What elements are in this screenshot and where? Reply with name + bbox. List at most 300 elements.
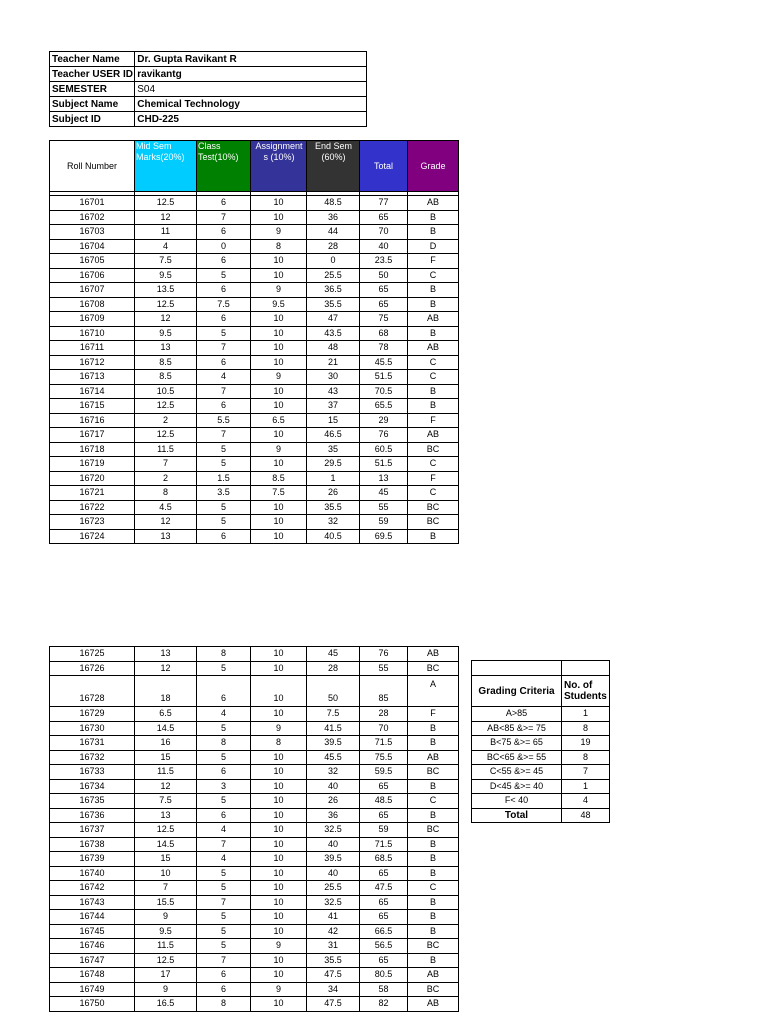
table-row: [50, 736, 459, 751]
end-sem-cell: 40: [307, 866, 360, 881]
table-row: [50, 442, 459, 457]
grade-cell: B: [408, 808, 459, 823]
table-row: [50, 953, 459, 968]
table-row: [50, 486, 459, 501]
roll-number-cell: 16719: [50, 457, 135, 472]
grade-cell: C: [408, 881, 459, 896]
total-cell: 55: [360, 500, 408, 515]
assignments-cell: 10: [251, 399, 307, 414]
mid-sem-cell: 12.5: [135, 297, 197, 312]
class-test-cell: 5: [197, 515, 251, 530]
criteria-row: [472, 750, 610, 765]
total-cell: 45: [360, 486, 408, 501]
total-header: Total: [360, 141, 408, 192]
criteria-count: 1: [562, 707, 610, 722]
class-test-cell: 8: [197, 647, 251, 662]
total-cell: 65: [360, 953, 408, 968]
grade-cell: AB: [408, 647, 459, 662]
grade-cell: B: [408, 895, 459, 910]
table-row: [50, 837, 459, 852]
class-test-cell: 5: [197, 866, 251, 881]
criteria-row: [472, 794, 610, 809]
mid-sem-cell: 12.5: [135, 823, 197, 838]
end-sem-cell: 32: [307, 515, 360, 530]
table-row: [50, 910, 459, 925]
end-sem-cell: 46.5: [307, 428, 360, 443]
teacher-info-table: [49, 51, 367, 127]
table-row: [50, 939, 459, 954]
total-cell: 56.5: [360, 939, 408, 954]
table-row: [50, 968, 459, 983]
grade-cell: AB: [408, 968, 459, 983]
roll-number-cell: 16747: [50, 953, 135, 968]
mid-sem-cell: 15: [135, 852, 197, 867]
total-cell: 45.5: [360, 355, 408, 370]
criteria-count: 8: [562, 750, 610, 765]
grade-cell: B: [408, 779, 459, 794]
grading-criteria-header: Grading Criteria: [472, 676, 562, 707]
class-test-cell: 1.5: [197, 471, 251, 486]
roll-number-cell: 16744: [50, 910, 135, 925]
end-sem-cell: 28: [307, 661, 360, 676]
assignments-cell: 10: [251, 647, 307, 662]
class-test-cell: 7.5: [197, 297, 251, 312]
grade-cell: B: [408, 399, 459, 414]
criteria-label: AB<85 &>= 75: [472, 721, 562, 736]
table-row: [50, 384, 459, 399]
table-header-row: [50, 141, 459, 192]
end-sem-cell: 39.5: [307, 852, 360, 867]
class-test-cell: 7: [197, 953, 251, 968]
info-row: [50, 82, 367, 97]
end-sem-cell: 39.5: [307, 736, 360, 751]
table-row: [50, 225, 459, 240]
grade-cell: C: [408, 794, 459, 809]
total-cell: 80.5: [360, 968, 408, 983]
roll-number-cell: 16730: [50, 721, 135, 736]
total-cell: 51.5: [360, 457, 408, 472]
end-sem-cell: 32: [307, 765, 360, 780]
grade-cell: BC: [408, 939, 459, 954]
grade-cell: AB: [408, 341, 459, 356]
total-cell: 59: [360, 515, 408, 530]
table-row: [50, 355, 459, 370]
class-test-cell: 0: [197, 239, 251, 254]
assignments-cell: 9: [251, 283, 307, 298]
table-row: [50, 895, 459, 910]
end-sem-cell: 31: [307, 939, 360, 954]
mid-sem-cell: 18: [135, 676, 197, 707]
roll-number-cell: 16701: [50, 196, 135, 211]
total-cell: 66.5: [360, 924, 408, 939]
total-cell: 65: [360, 866, 408, 881]
assignments-cell: 10: [251, 765, 307, 780]
assignments-cell: 10: [251, 881, 307, 896]
table-row: [50, 457, 459, 472]
info-value: Dr. Gupta Ravikant R: [135, 52, 367, 67]
assignments-cell: 10: [251, 428, 307, 443]
total-cell: 65: [360, 779, 408, 794]
end-sem-cell: 29.5: [307, 457, 360, 472]
table-row: [50, 676, 459, 707]
table-row: [50, 268, 459, 283]
total-cell: 60.5: [360, 442, 408, 457]
assignments-cell: 10: [251, 500, 307, 515]
total-cell: 68.5: [360, 852, 408, 867]
assignments-cell: 10: [251, 779, 307, 794]
roll-number-cell: 16704: [50, 239, 135, 254]
grades-table-top: [49, 140, 459, 544]
total-cell: 55: [360, 661, 408, 676]
end-sem-cell: 42: [307, 924, 360, 939]
end-sem-cell: 40.5: [307, 529, 360, 544]
total-cell: 69.5: [360, 529, 408, 544]
grade-cell: BC: [408, 500, 459, 515]
roll-number-cell: 16733: [50, 765, 135, 780]
table-row: [50, 661, 459, 676]
roll-number-cell: 16750: [50, 997, 135, 1012]
criteria-blank-row: [472, 661, 610, 676]
mid-sem-cell: 12.5: [135, 196, 197, 211]
mid-sem-cell: 15.5: [135, 895, 197, 910]
grade-cell: B: [408, 283, 459, 298]
roll-number-cell: 16705: [50, 254, 135, 269]
table-row: [50, 823, 459, 838]
grade-cell: BC: [408, 661, 459, 676]
total-cell: 59: [360, 823, 408, 838]
total-cell: 65: [360, 297, 408, 312]
roll-number-cell: 16702: [50, 210, 135, 225]
info-value: CHD-225: [135, 112, 367, 127]
end-sem-cell: 26: [307, 486, 360, 501]
criteria-count: 7: [562, 765, 610, 780]
info-label: Subject Name: [50, 97, 135, 112]
end-sem-cell: 48: [307, 341, 360, 356]
mid-sem-cell: 2: [135, 413, 197, 428]
assignments-cell: 10: [251, 866, 307, 881]
roll-number-cell: 16726: [50, 661, 135, 676]
end-sem-cell: 45: [307, 647, 360, 662]
end-sem-cell: 37: [307, 399, 360, 414]
info-row: [50, 112, 367, 127]
class-test-cell: 6: [197, 355, 251, 370]
criteria-row: [472, 721, 610, 736]
mid-sem-cell: 16: [135, 736, 197, 751]
criteria-label: F< 40: [472, 794, 562, 809]
mid-sem-cell: 10: [135, 866, 197, 881]
total-cell: 65: [360, 210, 408, 225]
assignments-cell: 10: [251, 515, 307, 530]
grading-criteria-table: [471, 660, 610, 823]
assignments-cell: 9: [251, 442, 307, 457]
roll-number-cell: 16714: [50, 384, 135, 399]
roll-number-cell: 16732: [50, 750, 135, 765]
criteria-count: 8: [562, 721, 610, 736]
info-row: [50, 97, 367, 112]
class-test-cell: 6: [197, 808, 251, 823]
table-row: [50, 428, 459, 443]
class-test-cell: 7: [197, 341, 251, 356]
class-test-cell: 5: [197, 750, 251, 765]
roll-number-cell: 16710: [50, 326, 135, 341]
table-row: [50, 297, 459, 312]
table-row: [50, 808, 459, 823]
class-test-cell: 5: [197, 326, 251, 341]
table-row: [50, 326, 459, 341]
end-sem-cell: 47.5: [307, 968, 360, 983]
class-test-cell: 4: [197, 370, 251, 385]
assignments-cell: 10: [251, 254, 307, 269]
grade-cell: B: [408, 866, 459, 881]
end-sem-cell: 25.5: [307, 268, 360, 283]
grade-cell: A: [408, 676, 459, 707]
end-sem-cell: 28: [307, 239, 360, 254]
class-test-header: Class Test(10%): [197, 141, 251, 192]
table-row: [50, 721, 459, 736]
assignments-cell: 10: [251, 794, 307, 809]
criteria-count: 1: [562, 779, 610, 794]
roll-number-cell: 16703: [50, 225, 135, 240]
grade-cell: BC: [408, 442, 459, 457]
mid-sem-cell: 11.5: [135, 442, 197, 457]
total-cell: 50: [360, 268, 408, 283]
roll-number-cell: 16742: [50, 881, 135, 896]
class-test-cell: 5: [197, 939, 251, 954]
assignments-cell: 9: [251, 939, 307, 954]
assignments-cell: 10: [251, 968, 307, 983]
mid-sem-cell: 9: [135, 910, 197, 925]
grade-cell: B: [408, 210, 459, 225]
class-test-cell: 6: [197, 312, 251, 327]
total-cell: 40: [360, 239, 408, 254]
assignments-cell: 7.5: [251, 486, 307, 501]
info-value: S04: [135, 82, 367, 97]
class-test-cell: 5: [197, 457, 251, 472]
total-cell: 75.5: [360, 750, 408, 765]
assignments-cell: 9: [251, 370, 307, 385]
end-sem-cell: 50: [307, 676, 360, 707]
assignments-cell: 9: [251, 225, 307, 240]
table-row: [50, 500, 459, 515]
table-row: [50, 794, 459, 809]
assignments-cell: 10: [251, 326, 307, 341]
class-test-cell: 5: [197, 721, 251, 736]
assignments-cell: 6.5: [251, 413, 307, 428]
mid-sem-cell: 7: [135, 881, 197, 896]
class-test-cell: 3.5: [197, 486, 251, 501]
mid-sem-header: Mid Sem Marks(20%): [135, 141, 197, 192]
class-test-cell: 4: [197, 823, 251, 838]
roll-number-cell: 16722: [50, 500, 135, 515]
table-row: [50, 997, 459, 1012]
end-sem-cell: 36.5: [307, 283, 360, 298]
assignments-cell: 10: [251, 312, 307, 327]
roll-number-cell: 16738: [50, 837, 135, 852]
mid-sem-cell: 11.5: [135, 765, 197, 780]
grade-cell: BC: [408, 982, 459, 997]
total-cell: 28: [360, 707, 408, 722]
roll-number-cell: 16711: [50, 341, 135, 356]
assignments-cell: 10: [251, 268, 307, 283]
roll-number-cell: 16743: [50, 895, 135, 910]
class-test-cell: 6: [197, 283, 251, 298]
class-test-cell: 5: [197, 924, 251, 939]
grade-cell: BC: [408, 515, 459, 530]
blank-cell: [562, 661, 610, 676]
grade-cell: B: [408, 297, 459, 312]
assignments-cell: 10: [251, 997, 307, 1012]
class-test-cell: 7: [197, 895, 251, 910]
table-row: [50, 779, 459, 794]
total-cell: 78: [360, 341, 408, 356]
grade-cell: B: [408, 953, 459, 968]
grade-cell: B: [408, 837, 459, 852]
class-test-cell: 8: [197, 736, 251, 751]
class-test-cell: 5: [197, 500, 251, 515]
class-test-cell: 4: [197, 707, 251, 722]
end-sem-cell: 35.5: [307, 953, 360, 968]
mid-sem-cell: 13: [135, 529, 197, 544]
assignments-cell: 10: [251, 924, 307, 939]
info-label: Teacher Name: [50, 52, 135, 67]
end-sem-cell: 40: [307, 779, 360, 794]
roll-number-cell: 16713: [50, 370, 135, 385]
mid-sem-cell: 2: [135, 471, 197, 486]
criteria-row: [472, 779, 610, 794]
roll-number-cell: 16739: [50, 852, 135, 867]
info-row: [50, 52, 367, 67]
end-sem-cell: 30: [307, 370, 360, 385]
assignments-cell: 10: [251, 750, 307, 765]
end-sem-cell: 26: [307, 794, 360, 809]
class-test-cell: 4: [197, 852, 251, 867]
roll-number-cell: 16720: [50, 471, 135, 486]
table-row: [50, 515, 459, 530]
criteria-total-row: [472, 808, 610, 823]
criteria-header-row: [472, 676, 610, 707]
total-cell: 75: [360, 312, 408, 327]
assignments-cell: 10: [251, 910, 307, 925]
class-test-cell: 7: [197, 837, 251, 852]
end-sem-cell: 7.5: [307, 707, 360, 722]
class-test-cell: 6: [197, 196, 251, 211]
total-cell: 48.5: [360, 794, 408, 809]
assignments-cell: 10: [251, 457, 307, 472]
info-label: Subject ID: [50, 112, 135, 127]
assignments-cell: 10: [251, 676, 307, 707]
class-test-cell: 5: [197, 910, 251, 925]
mid-sem-cell: 11: [135, 225, 197, 240]
class-test-cell: 5: [197, 442, 251, 457]
mid-sem-cell: 9: [135, 982, 197, 997]
grade-cell: BC: [408, 765, 459, 780]
table-row: [50, 254, 459, 269]
class-test-cell: 7: [197, 210, 251, 225]
mid-sem-cell: 4: [135, 239, 197, 254]
mid-sem-cell: 4.5: [135, 500, 197, 515]
end-sem-cell: 41: [307, 910, 360, 925]
roll-number-cell: 16729: [50, 707, 135, 722]
table-row: [50, 196, 459, 211]
class-test-cell: 5.5: [197, 413, 251, 428]
assignments-cell: 9.5: [251, 297, 307, 312]
table-row: [50, 413, 459, 428]
student-count-header: No. of Students: [562, 676, 610, 707]
mid-sem-cell: 12.5: [135, 428, 197, 443]
table-row: [50, 881, 459, 896]
roll-number-cell: 16748: [50, 968, 135, 983]
class-test-cell: 7: [197, 384, 251, 399]
total-cell: 65: [360, 808, 408, 823]
total-cell: 23.5: [360, 254, 408, 269]
info-label: Teacher USER ID: [50, 67, 135, 82]
roll-number-header: Roll Number: [50, 141, 135, 192]
roll-number-cell: 16740: [50, 866, 135, 881]
end-sem-cell: 35: [307, 442, 360, 457]
grade-cell: B: [408, 852, 459, 867]
total-cell: 13: [360, 471, 408, 486]
grade-cell: B: [408, 721, 459, 736]
total-cell: 71.5: [360, 736, 408, 751]
roll-number-cell: 16734: [50, 779, 135, 794]
table-row: [50, 529, 459, 544]
total-cell: 68: [360, 326, 408, 341]
roll-number-cell: 16746: [50, 939, 135, 954]
grade-cell: B: [408, 924, 459, 939]
table-row: [50, 239, 459, 254]
end-sem-cell: 48.5: [307, 196, 360, 211]
total-cell: 70.5: [360, 384, 408, 399]
total-cell: 29: [360, 413, 408, 428]
mid-sem-cell: 6.5: [135, 707, 197, 722]
mid-sem-cell: 12.5: [135, 953, 197, 968]
roll-number-cell: 16735: [50, 794, 135, 809]
class-test-cell: 6: [197, 968, 251, 983]
class-test-cell: 5: [197, 794, 251, 809]
roll-number-cell: 16728: [50, 676, 135, 707]
mid-sem-cell: 9.5: [135, 924, 197, 939]
assignments-cell: 10: [251, 823, 307, 838]
total-cell: 85: [360, 676, 408, 707]
assignments-cell: 10: [251, 837, 307, 852]
assignments-cell: 10: [251, 895, 307, 910]
mid-sem-cell: 12: [135, 210, 197, 225]
mid-sem-cell: 12: [135, 779, 197, 794]
assignments-cell: 8: [251, 239, 307, 254]
assignments-header: Assignment s (10%): [251, 141, 307, 192]
class-test-cell: 6: [197, 225, 251, 240]
roll-number-cell: 16731: [50, 736, 135, 751]
end-sem-cell: 41.5: [307, 721, 360, 736]
mid-sem-cell: 7.5: [135, 254, 197, 269]
grade-cell: AB: [408, 312, 459, 327]
roll-number-cell: 16708: [50, 297, 135, 312]
end-sem-cell: 43: [307, 384, 360, 399]
end-sem-cell: 45.5: [307, 750, 360, 765]
end-sem-cell: 40: [307, 837, 360, 852]
end-sem-cell: 0: [307, 254, 360, 269]
grade-header: Grade: [408, 141, 459, 192]
assignments-cell: 10: [251, 529, 307, 544]
roll-number-cell: 16725: [50, 647, 135, 662]
table-row: [50, 852, 459, 867]
class-test-cell: 5: [197, 881, 251, 896]
info-value: ravikantg: [135, 67, 367, 82]
class-test-cell: 5: [197, 661, 251, 676]
assignments-cell: 10: [251, 852, 307, 867]
end-sem-cell: 35.5: [307, 297, 360, 312]
end-sem-cell: 47.5: [307, 997, 360, 1012]
